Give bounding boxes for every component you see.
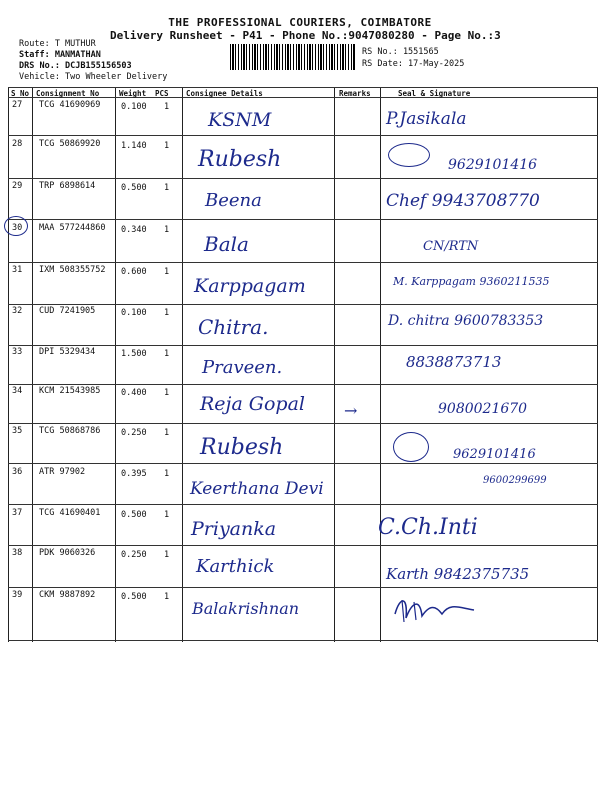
signature-scribble-icon: [393, 432, 429, 462]
row-signature: D. chitra 9600783353: [388, 313, 544, 329]
row-signature: 9629101416: [448, 157, 538, 173]
col-sno: S No: [11, 89, 30, 98]
row-sno: 28: [12, 139, 23, 149]
row-consignee: Karppagam: [194, 275, 306, 297]
row-weight: 0.500: [121, 592, 147, 602]
row-consignee: Karthick: [196, 556, 275, 577]
row-sno: 37: [12, 508, 23, 518]
row-signature: 9600299699: [483, 475, 547, 486]
row-consignee: Reja Gopal: [200, 393, 305, 415]
row-pcs: 1: [164, 428, 170, 438]
row-weight: 0.100: [121, 102, 147, 112]
col-signature: Seal & Signature: [398, 89, 471, 98]
row-consignment: KCM 21543985: [39, 386, 101, 396]
staff: Staff: MANMATHAN: [19, 50, 101, 60]
row-consignment: PDK 9060326: [39, 548, 96, 558]
row-weight: 0.250: [121, 428, 147, 438]
row-sno: 32: [12, 306, 23, 316]
row-sno: 29: [12, 181, 23, 191]
row-consignment: TCG 50869920: [39, 139, 101, 149]
row-sno: 27: [12, 100, 23, 110]
row-consignee: Balakrishnan: [192, 599, 300, 618]
company-title: THE PROFESSIONAL COURIERS, COIMBATORE: [168, 16, 432, 29]
row-consignment: TRP 6898614: [39, 181, 96, 191]
row-sno: 39: [12, 590, 23, 600]
barcode: [230, 44, 355, 70]
row-signature: M. Karppagam 9360211535: [393, 275, 550, 288]
row-pcs: 1: [164, 102, 170, 112]
row-sno: 31: [12, 265, 23, 275]
col-weight: Weight: [119, 89, 147, 98]
row-consignment: ATR 97902: [39, 467, 86, 477]
row-consignee: Keerthana Devi: [190, 479, 324, 499]
row-pcs: 1: [164, 308, 170, 318]
rs-date: RS Date: 17-May-2025: [362, 59, 465, 69]
row-weight: 0.600: [121, 267, 147, 277]
row-consignment: TCG 50868786: [39, 426, 101, 436]
row-weight: 1.140: [121, 141, 147, 151]
row-pcs: 1: [164, 550, 170, 560]
runsheet-subtitle: Delivery Runsheet - P41 - Phone No.:9047080280 - Page No.:3: [110, 29, 501, 42]
rs-number: RS No.: 1551565: [362, 47, 439, 57]
row-sno: 30: [12, 223, 23, 233]
row-pcs: 1: [164, 349, 170, 359]
col-remarks: Remarks: [339, 89, 371, 98]
col-consignee: Consignee Details: [186, 89, 263, 98]
row-weight: 0.500: [121, 510, 147, 520]
row-pcs: 1: [164, 267, 170, 277]
row-weight: 0.400: [121, 388, 147, 398]
row-sno: 36: [12, 467, 23, 477]
row-sno: 33: [12, 347, 23, 357]
row-weight: 0.100: [121, 308, 147, 318]
row-signature: Chef 9943708770: [386, 191, 540, 211]
row-consignee: Priyanka: [191, 518, 277, 540]
remark-arrow: →: [344, 401, 358, 420]
vehicle: Vehicle: Two Wheeler Delivery: [19, 72, 168, 82]
drs-number: DRS No.: DCJB155156503: [19, 61, 132, 71]
row-consignee: Rubesh: [198, 147, 282, 172]
row-consignment: MAA 577244860: [39, 223, 106, 233]
row-sno: 34: [12, 386, 23, 396]
row-consignment: TCG 41690401: [39, 508, 101, 518]
runsheet-table: [8, 87, 598, 642]
row-pcs: 1: [164, 183, 170, 193]
row-signature: 9080021670: [438, 401, 528, 417]
row-consignee: Chitra.: [198, 315, 269, 339]
row-pcs: 1: [164, 592, 170, 602]
row-sno: 38: [12, 548, 23, 558]
row-pcs: 1: [164, 469, 170, 479]
row-weight: 0.395: [121, 469, 147, 479]
row-consignment: IXM 508355752: [39, 265, 106, 275]
row-sno: 35: [12, 426, 23, 436]
row-consignee: KSNM: [208, 109, 272, 131]
row-consignee: Bala: [204, 232, 249, 256]
row-consignment: TCG 41690969: [39, 100, 101, 110]
row-signature: 8838873713: [406, 353, 502, 371]
route: Route: T MUTHUR: [19, 39, 96, 49]
row-signature: C.Ch.Inti: [378, 515, 478, 540]
row-signature: P.Jasikala: [386, 109, 467, 129]
row-pcs: 1: [164, 141, 170, 151]
row-weight: 0.500: [121, 183, 147, 193]
row-consignment: CUD 7241905: [39, 306, 96, 316]
row-pcs: 1: [164, 510, 170, 520]
row-consignee: Praveen.: [202, 357, 283, 378]
row-consignee: Beena: [205, 190, 262, 211]
row-signature: CN/RTN: [423, 239, 479, 254]
row-signature: 9629101416: [453, 447, 536, 462]
row-weight: 0.250: [121, 550, 147, 560]
row-consignment: CKM 9887892: [39, 590, 96, 600]
signature-scribble-icon: [390, 594, 480, 626]
col-consignment: Consignment No: [36, 89, 100, 98]
row-pcs: 1: [164, 388, 170, 398]
row-consignee: Rubesh: [200, 435, 284, 460]
row-pcs: 1: [164, 225, 170, 235]
signature-scribble-icon: [388, 143, 430, 167]
row-consignment: DPI 5329434: [39, 347, 96, 357]
row-weight: 1.500: [121, 349, 147, 359]
row-weight: 0.340: [121, 225, 147, 235]
row-signature: Karth 9842375735: [386, 565, 530, 583]
col-pcs: PCS: [155, 89, 169, 98]
